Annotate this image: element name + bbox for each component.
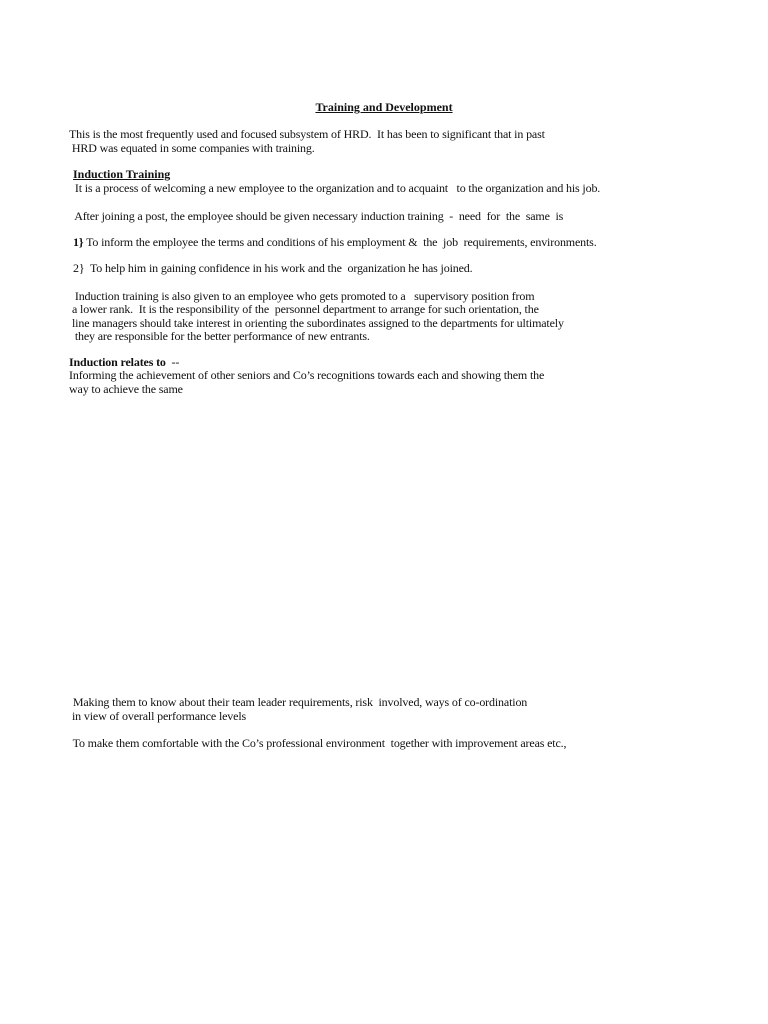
- point-1-text: To inform the employee the terms and conditions of his employment & the job requirements, environments.: [83, 235, 597, 249]
- promoted-line-2: a lower rank. It is the responsibility of the personnel department to arrange for such orientation, the: [72, 302, 539, 316]
- induction-definition: It is a process of welcoming a new employee to the organization and to acquaint to the organization and his job.: [72, 181, 601, 195]
- induction-relates-dashes: --: [165, 355, 180, 369]
- intro-line-2: HRD was equated in some companies with training.: [69, 141, 315, 155]
- team-line-2: in view of overall performance levels: [72, 709, 247, 723]
- intro-line-1: This is the most frequently used and focused subsystem of HRD. It has been to significant that in past: [69, 127, 545, 141]
- promoted-line-4: they are responsible for the better performance of new entrants.: [72, 329, 370, 343]
- induction-point-1: [73, 235, 597, 249]
- point-1-marker: 1}: [73, 235, 84, 249]
- induction-point-2: 2} To help him in gaining confidence in his work and the organization he has joined.: [73, 261, 473, 275]
- induction-relates-heading: Induction relates to: [69, 355, 166, 369]
- induction-need: After joining a post, the employee should be given necessary induction training - need for the same is: [72, 209, 564, 223]
- promoted-line-3: line managers should take interest in orienting the subordinates assigned to the departments for ultimately: [72, 316, 564, 330]
- induction-relates-line: [69, 355, 179, 369]
- document-title: Training and Development: [315, 100, 453, 114]
- induction-training-heading: Induction Training: [73, 167, 171, 181]
- comfort-line: To make them comfortable with the Co’s professional environment together with improvement areas etc.,: [70, 736, 567, 750]
- promoted-line-1: Induction training is also given to an employee who gets promoted to a supervisory position from: [72, 289, 535, 303]
- team-line-1: Making them to know about their team leader requirements, risk involved, ways of co-ordination: [70, 695, 528, 709]
- relates-line-1: Informing the achievement of other seniors and Co’s recognitions towards each and showing them the: [69, 368, 545, 382]
- relates-line-2: way to achieve the same: [69, 382, 183, 396]
